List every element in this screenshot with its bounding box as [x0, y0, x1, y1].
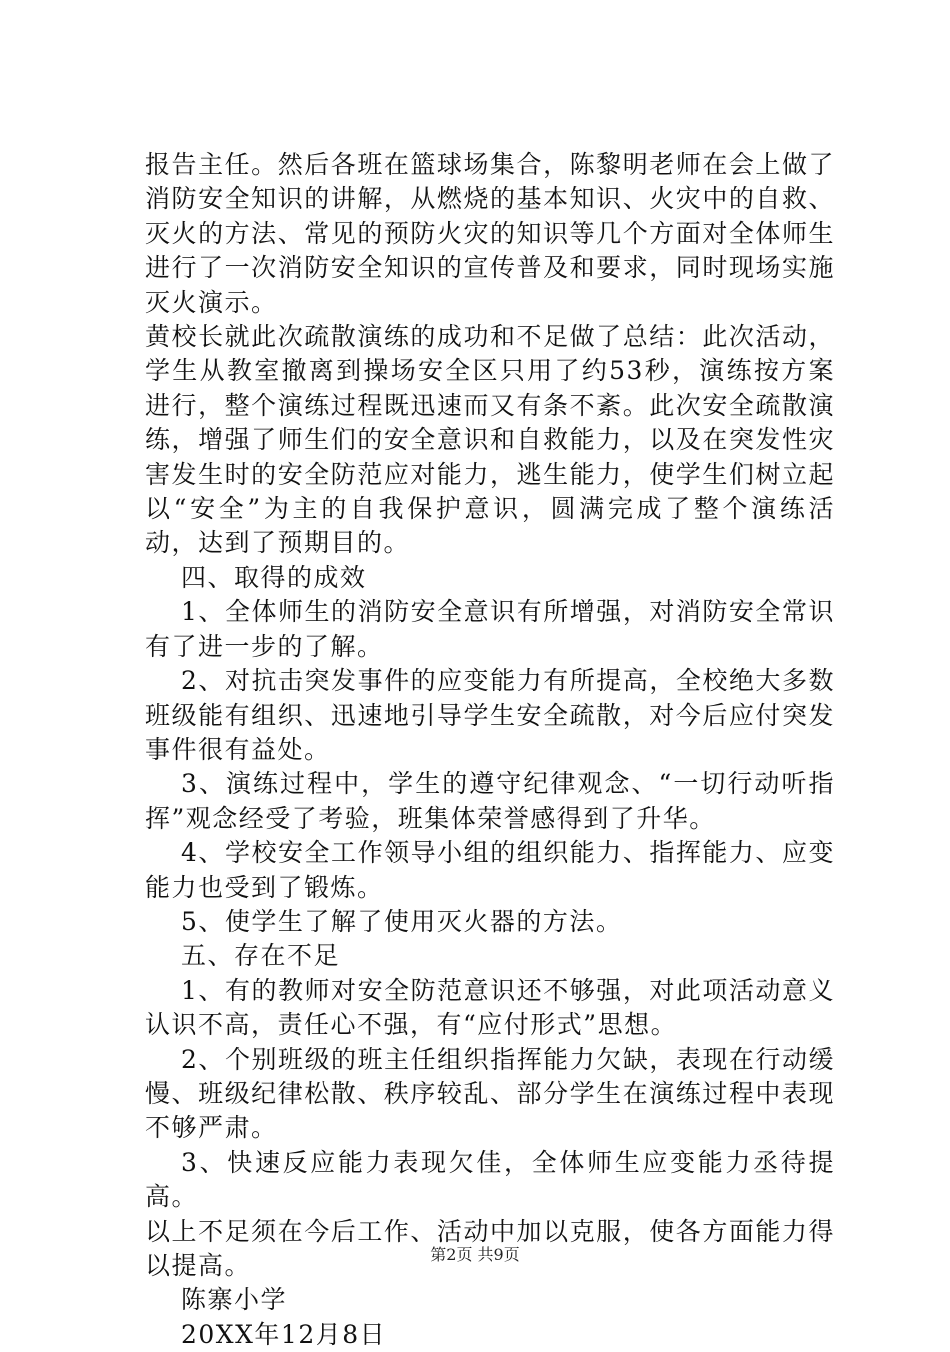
shortcoming-item-2: 2、个别班级的班主任组织指挥能力欠缺，表现在行动缓慢、班级纪律松散、秩序较乱、部分学生在演练过程中表现不够严肃。 — [145, 1044, 835, 1143]
result-item-2: 2、对抗击突发事件的应变能力有所提高，全校绝大多数班级能有组织、迅速地引导学生安全疏散，对今后应付突发事件很有益处。 — [145, 666, 835, 764]
paragraph-closing: 以上不足须在今后工作、活动中加以克服，使各方面能力得以提高。 — [145, 1216, 835, 1280]
section-heading-shortcomings: 五、存在不足 — [181, 941, 341, 971]
school-signature: 陈寨小学 — [181, 1285, 288, 1315]
result-item-1: 1、全体师生的消防安全意识有所增强，对消防安全常识有了进一步的了解。 — [145, 597, 835, 661]
shortcoming-item-3: 3、快速反应能力表现欠佳，全体师生应变能力丞待提高。 — [145, 1147, 835, 1212]
shortcoming-item-1: 1、有的教师对安全防范意识还不够强，对此项活动意义认识不高，责任心不强，有“应付形式”思想。 — [145, 975, 835, 1040]
result-item-5: 5、使学生了解了使用灭火器的方法。 — [181, 906, 623, 936]
paragraph-fire-lecture: 报告主任。然后各班在篮球场集合，陈黎明老师在会上做了消防安全知识的讲解，从燃烧的基本知识、火灾中的自救、灭火的方法、常见的预防火灾的知识等几个方面对全体师生进行了一次消防安全知识的宣传普及和要求，同时现场实施灭火演示。 — [145, 150, 835, 317]
document-body — [145, 148, 835, 1352]
result-item-4: 4、学校安全工作领导小组的组织能力、指挥能力、应变能力也受到了锻炼。 — [145, 838, 835, 902]
page-number-footer: 第2页 共9页 — [430, 1245, 520, 1264]
section-heading-results: 四、取得的成效 — [181, 562, 367, 592]
paragraph-principal-summary: 黄校长就此次疏散演练的成功和不足做了总结：此次活动，学生从教室撤离到操场安全区只用了约53秒，演练按方案进行，整个演练过程既迅速而又有条不紊。此次安全疏散演练，增强了师生们的安全意识和自救能力，以及在突发性灾害发生时的安全防范应对能力，逃生能力，使学生们树立起以“安全”为主的自我保护意识，圆满完成了整个演练活动，达到了预期目的。 — [145, 322, 835, 558]
result-item-3: 3、演练过程中，学生的遵守纪律观念、“一切行动听指挥”观念经受了考验，班集体荣誉感得到了升华。 — [145, 769, 835, 833]
document-date: 20XX年12月8日 — [181, 1319, 387, 1349]
